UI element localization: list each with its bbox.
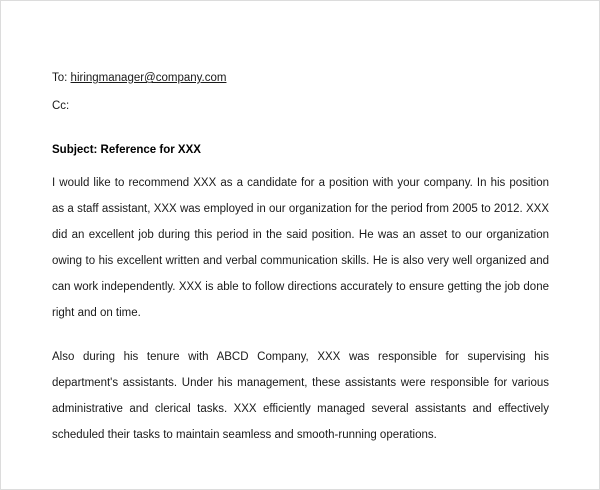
body-paragraph-2: Also during his tenure with ABCD Company, XXX was responsible for supervising his department's assistants. Under his management, these assistants were responsible for various administrative and clerical tasks. XXX efficiently managed several assistants and effectively scheduled their tasks to maintain seamless and smooth-running operations.	[52, 351, 549, 441]
to-field-row	[52, 71, 549, 86]
to-field-label: To:	[52, 72, 68, 84]
subject-line: Subject: Reference for XXX	[52, 144, 201, 156]
cc-field-row	[52, 99, 549, 114]
paragraph-spacer	[52, 326, 549, 344]
body-paragraph-1: I would like to recommend XXX as a candidate for a position with your company. In his position as a staff assistant, XXX was employed in our organization for the period from 2005 to 2012. XXX did an excellent job during this period in the said position. He was an asset to our organization owing to his excellent written and verbal communication skills. He is also very well organized and can work independently. XXX is able to follow directions accurately to ensure getting the job done right and on time.	[52, 177, 549, 319]
letter-content	[52, 71, 549, 448]
cc-field-label: Cc:	[52, 100, 70, 112]
recipient-email-link[interactable]: hiringmanager@company.com	[70, 72, 227, 84]
